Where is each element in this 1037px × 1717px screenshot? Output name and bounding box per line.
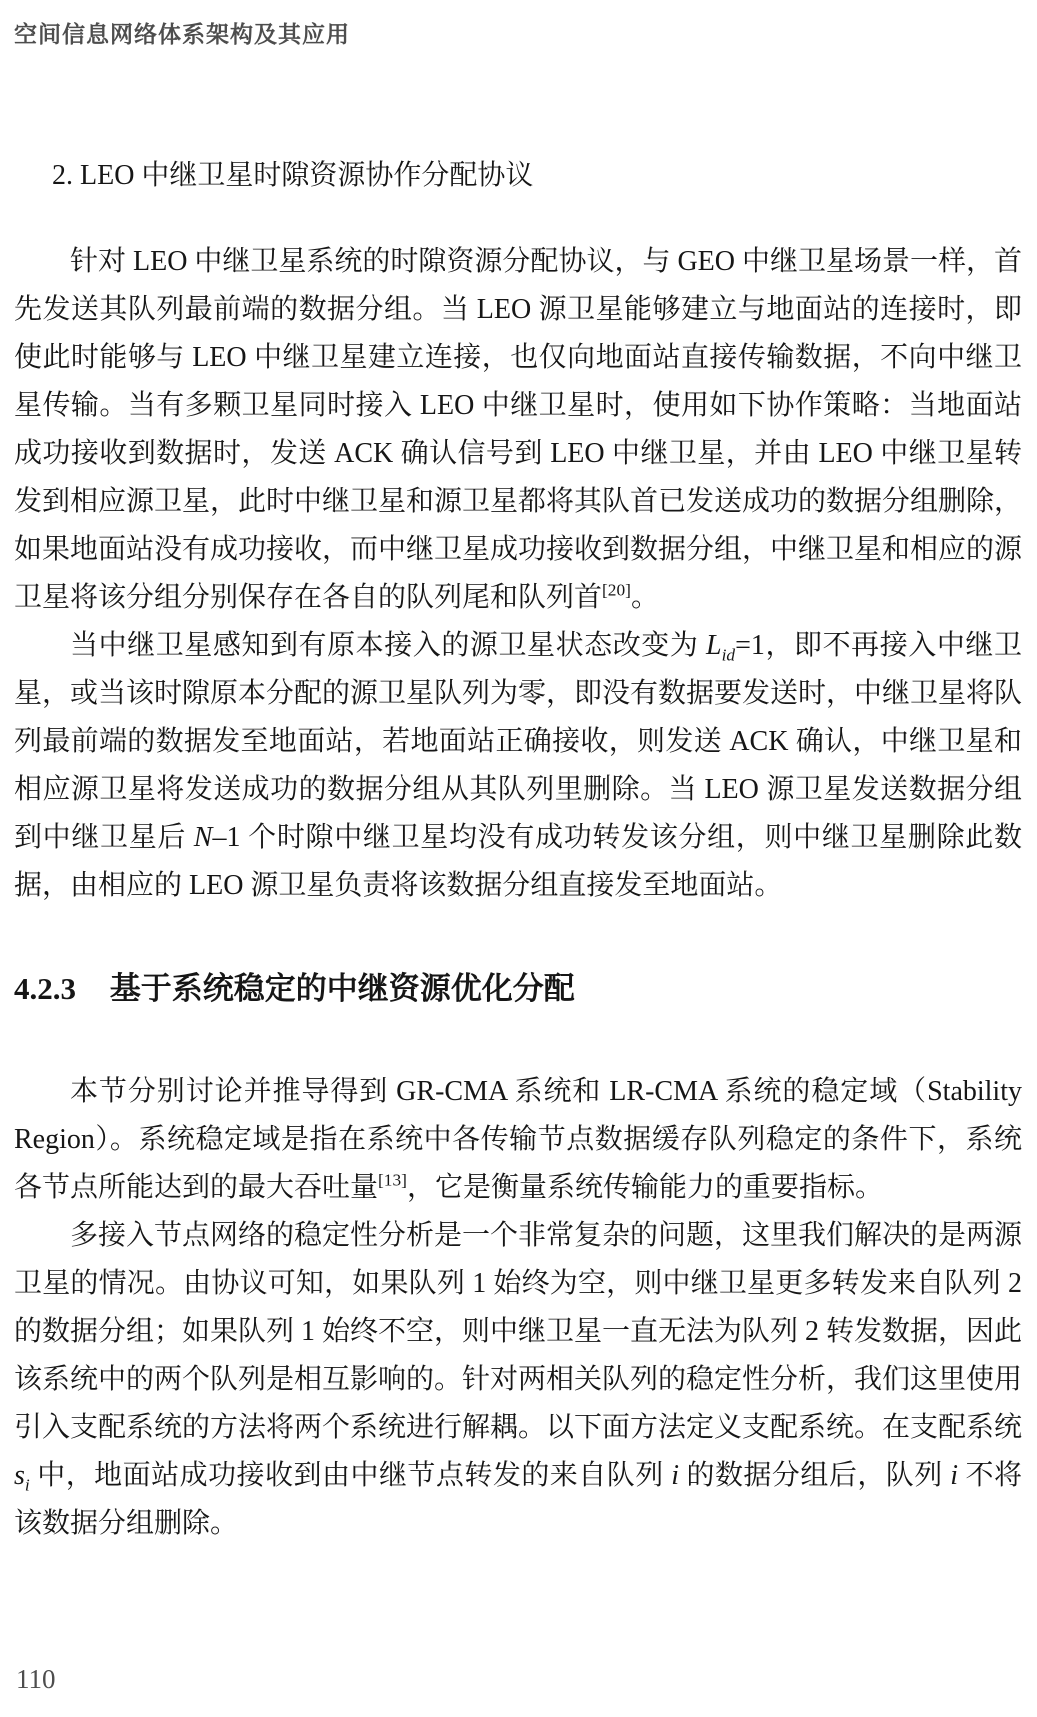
text-run: i <box>671 1460 679 1491</box>
text-run: [13] <box>378 1170 407 1190</box>
text-run: 针对 LEO 中继卫星系统的时隙资源分配协议，与 GEO 中继卫星场景一样，首先发送其队列最前端的数据分组。当 LEO 源卫星能够建立与地面站的连接时，即使此时能够与 LEO 中继卫星建立连接，也仅向地面站直接传输数据，不向中继卫星传输。当有多颗卫星同时接入 LEO 中继卫星时，使用如下协作策略：当地面站成功接收到数据时，发送 ACK 确认信号到 LEO 中继卫星，并由 LEO 中继卫星转发到相应源卫星，此时中继卫星和源卫星都将其队首已发送成功的数据分组删除，如果地面站没有成功接收，而中继卫星成功接收到数据分组，中继卫星和相应的源卫星将该分组分别保存在各自的队列尾和队列首 <box>14 246 1023 613</box>
text-run: 。 <box>630 582 659 613</box>
paragraph-protocol-2 <box>14 622 1022 910</box>
paragraph-stability-region <box>14 1068 1022 1212</box>
text-run: –1 个时隙中继卫星均没有成功转发该分组，则中继卫星删除此数据，由相应的 LEO 源卫星负责将该数据分组直接发至地面站。 <box>14 822 1022 901</box>
subsection-heading: 2. LEO 中继卫星时隙资源协作分配协议 <box>52 160 534 191</box>
text-run: 中，地面站成功接收到由中继节点转发的来自队列 <box>29 1460 672 1491</box>
paragraph-dominant-system <box>14 1212 1022 1548</box>
text-run: N <box>193 822 213 853</box>
paragraph-protocol-1 <box>14 238 1022 622</box>
section-number: 4.2.3 <box>14 971 76 1006</box>
text-run: L <box>706 630 722 661</box>
page-number: 110 <box>16 1664 56 1694</box>
text-run: 当中继卫星感知到有原本接入的源卫星状态改变为 <box>70 630 707 661</box>
page-body <box>14 152 1022 1548</box>
text-run: i <box>24 1475 30 1495</box>
text-run: i <box>950 1460 959 1491</box>
book-title: 空间信息网络体系架构及其应用 <box>14 21 350 47</box>
text-run: [20] <box>602 580 631 600</box>
section-title: 基于系统稳定的中继资源优化分配 <box>109 971 575 1006</box>
text-run: ，它是衡量系统传输能力的重要指标。 <box>406 1172 883 1203</box>
section-heading <box>14 965 1022 1013</box>
text-run: s <box>14 1460 25 1491</box>
text-run: id <box>721 645 736 665</box>
text-run: 多接入节点网络的稳定性分析是一个非常复杂的问题，这里我们解决的是两源卫星的情况。由协议可知，如果队列 1 始终为空，则中继卫星更多转发来自队列 2 的数据分组；如果队列 1 始终不空，则中继卫星一直无法为队列 2 转发数据，因此该系统中的两个队列是相互影响的。针对两相关队列的稳定性分析，我们这里使用引入支配系统的方法将两个系统进行解耦。以下面方法定义支配系统。在支配系统 <box>14 1220 1023 1443</box>
text-run: 的数据分组后，队列 <box>678 1460 951 1491</box>
text-run: =1，即不再接入中继卫星，或当该时隙原本分配的源卫星队列为零，即没有数据要发送时，中继卫星将队列最前端的数据发至地面站，若地面站正确接收，则发送 ACK 确认，中继卫星和相应源卫星将发送成功的数据分组从其队列里删除。当 LEO 源卫星发送数据分组到中继卫星后 <box>14 630 1023 853</box>
text-run: 不将该数据分组删除。 <box>14 1460 1022 1539</box>
text-run: 本节分别讨论并推导得到 GR-CMA 系统和 LR-CMA 系统的稳定域（Stability Region）。系统稳定域是指在系统中各传输节点数据缓存队列稳定的条件下，系统各节点所能达到的最大吞吐量 <box>14 1076 1022 1203</box>
running-header <box>14 16 350 49</box>
